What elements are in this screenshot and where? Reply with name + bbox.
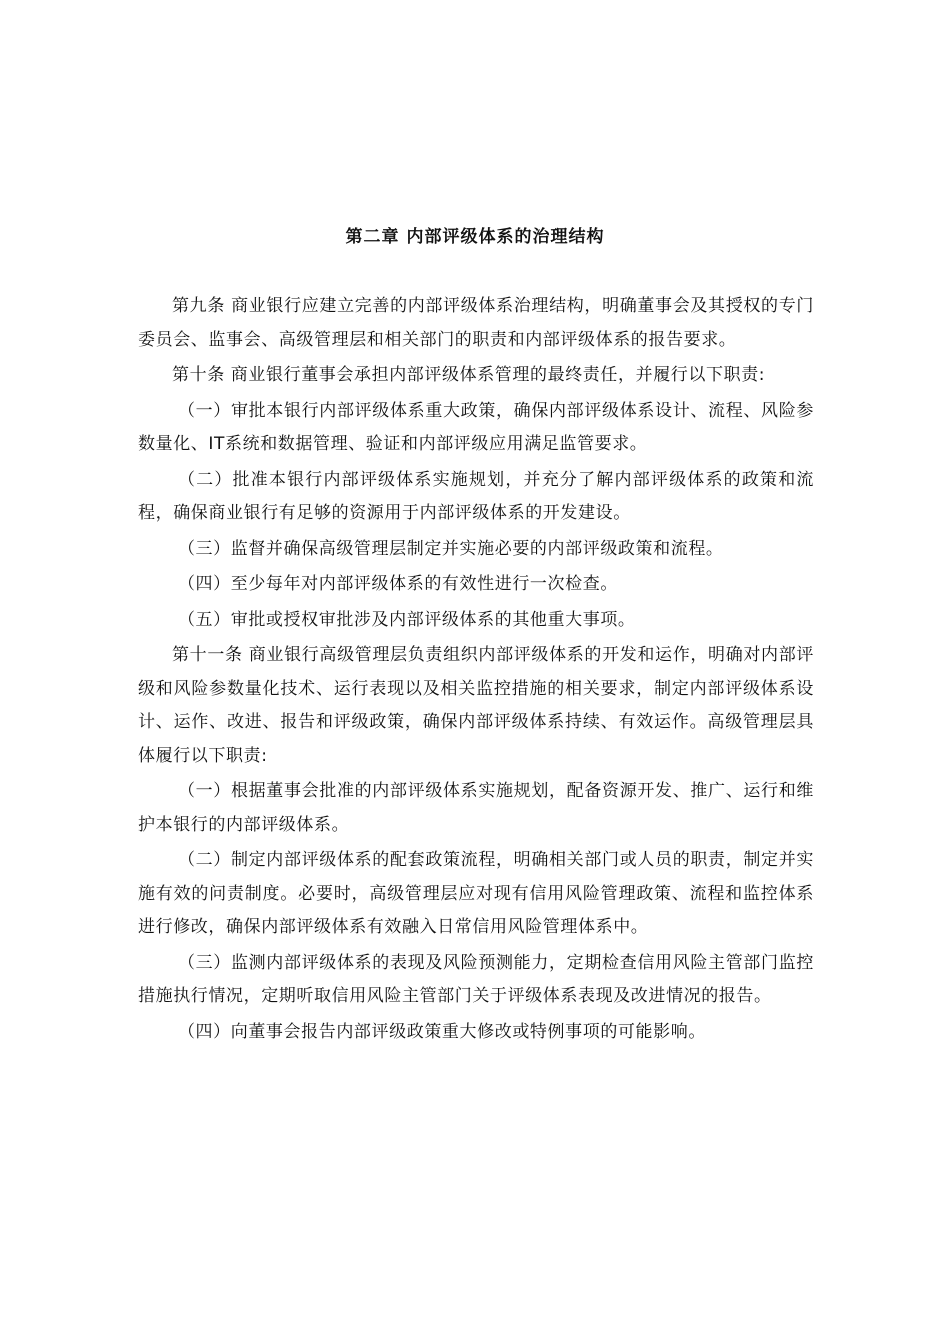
article-10-item-2: （二）批准本银行内部评级体系实施规划，并充分了解内部评级体系的政策和流程，确保商业银行有足够的资源用于内部评级体系的开发建设。 (138, 469, 814, 523)
article-11-item-4: （四）向董事会报告内部评级政策重大修改或特例事项的可能影响。 (177, 1021, 706, 1042)
article-10: 第十条 商业银行董事会承担内部评级体系管理的最终责任，并履行以下职责: (172, 365, 766, 385)
article-11: 第十一条 商业银行高级管理层负责组织内部评级体系的开发和运作，明确对内部评级和风险参数量化技术、运行表现以及相关监控措施的相关要求，制定内部评级体系设计、运作、改进、报告和评级政策，确保内部评级体系持续、有效运作。高级管理层具体履行以下职责: (138, 645, 814, 766)
article-9: 第九条 商业银行应建立完善的内部评级体系治理结构，明确董事会及其授权的专门委员会、监事会、高级管理层和相关部门的职责和内部评级体系的报告要求。 (138, 296, 814, 350)
document-body (138, 290, 814, 1051)
article-10-item-1: （一）审批本银行内部评级体系重大政策，确保内部评级体系设计、流程、风险参数量化、IT系统和数据管理、验证和内部评级应用满足监管要求。 (138, 400, 814, 454)
article-10-item-4: （四）至少每年对内部评级体系的有效性进行一次检查。 (177, 574, 618, 594)
article-10-item-3: （三）监督并确保高级管理层制定并实施必要的内部评级政策和流程。 (177, 538, 724, 559)
chapter-title: 第二章 内部评级体系的治理结构 (345, 227, 605, 247)
article-11-item-3: （三）监测内部评级体系的表现及风险预测能力，定期检查信用风险主管部门监控措施执行情况，定期听取信用风险主管部门关于评级体系表现及改进情况的报告。 (138, 952, 814, 1006)
article-11-item-1: （一）根据董事会批准的内部评级体系实施规划，配备资源开发、推广、运行和维护本银行的内部评级体系。 (138, 781, 814, 835)
article-10-item-5: （五）审批或授权审批涉及内部评级体系的其他重大事项。 (177, 609, 636, 630)
article-11-item-2: （二）制定内部评级体系的配套政策流程，明确相关部门或人员的职责，制定并实施有效的问责制度。必要时，高级管理层应对现有信用风险管理政策、流程和监控体系进行修改，确保内部评级体系有效融入日常信用风险管理体系中。 (138, 850, 814, 937)
